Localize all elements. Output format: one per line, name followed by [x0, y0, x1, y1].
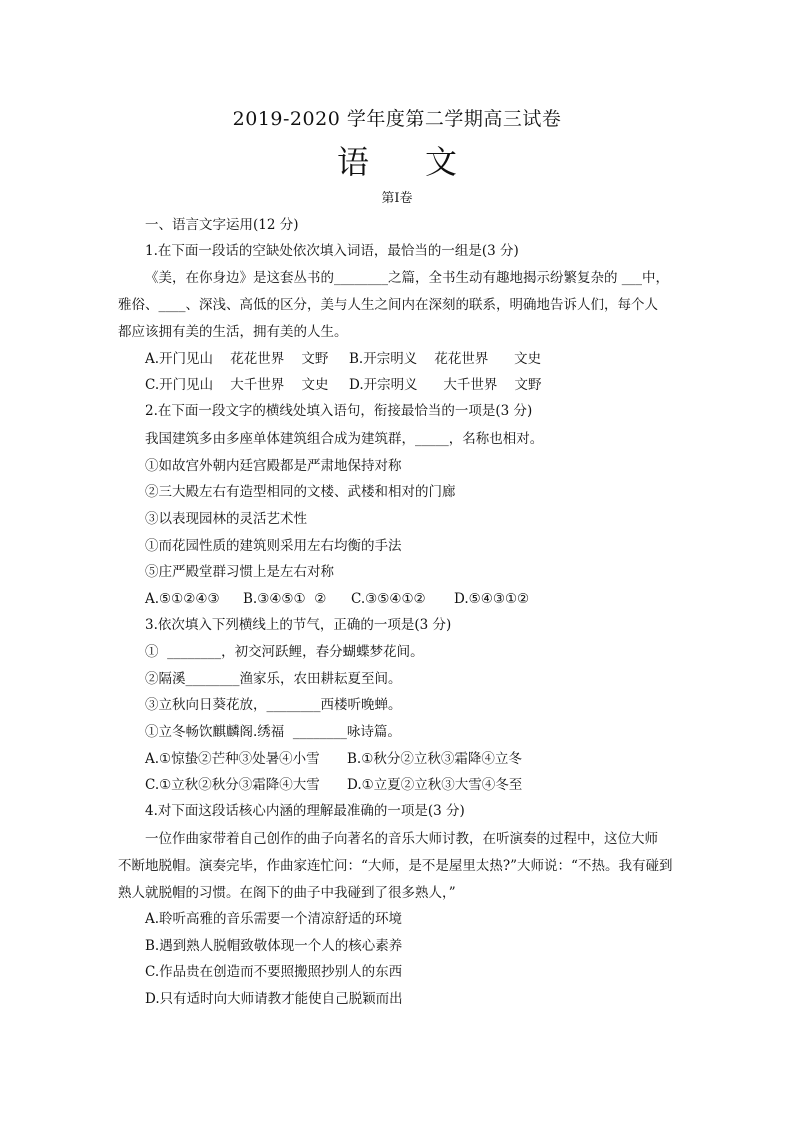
q2-item-3: ③以表现园林的灵活艺术性 — [145, 511, 307, 527]
q3-option-d: D.①立夏②立秋③大雪④冬至 — [347, 777, 523, 793]
q4-passage-line-2: 不断地脱帽。演奏完毕，作曲家连忙问：“大师，是不是屋里太热?”大师说：“不热。我有碰到 — [118, 858, 673, 874]
q2-option-a: A.⑤①②④③ — [145, 591, 220, 607]
q4-passage-line-3: 熟人就脱帽的习惯。在阁下的曲子中我碰到了很多熟人，” — [118, 885, 456, 901]
q2-item-5: ⑤庄严殿堂群习惯上是左右对称 — [145, 564, 334, 580]
q3-line-4: ①立冬畅饮麒麟阁.绣福 ________咏诗篇。 — [145, 724, 401, 740]
q2-item-1: ①如故宫外朝内廷宫殿都是严肃地保持对称 — [145, 458, 402, 474]
q3-stem: 3.依次填入下列横线上的节气，正确的一项是(3 分) — [145, 617, 452, 633]
q1-passage-line-1: 《美，在你身边》是这套丛书的________之篇，全书生动有趣地揭示纷繁复杂的 ___中， — [145, 270, 670, 286]
q1-stem: 1.在下面一段话的空缺处依次填入词语，最恰当的一组是(3 分) — [145, 243, 519, 259]
subject-title — [0, 142, 794, 182]
q1-option-c: C.开门见山 大千世界 文史 — [145, 377, 329, 393]
q1-passage-line-2: 雅俗、____、深浅、高低的区分，美与人生之间内在深刻的联系，明确地告诉人们，每个人 — [118, 297, 658, 313]
q2-item-2: ②三大殿左右有造型相同的文楼、武楼和相对的门廊 — [145, 484, 456, 500]
q4-option-b: B.遇到熟人脱帽致敬体现一个人的核心素养 — [145, 938, 403, 954]
q1-option-d: D.开宗明义 大千世界 文野 — [349, 377, 542, 393]
q3-line-3: ③立秋向日葵花放，________西楼听晚蝉。 — [145, 697, 402, 713]
q2-passage: 我国建筑多由多座单体建筑组合成为建筑群，_____，名称也相对。 — [145, 431, 544, 447]
q2-option-d: D.⑤④③①② — [454, 591, 530, 607]
subject-char-1: 语 — [336, 143, 369, 181]
subject-char-2: 文 — [425, 143, 458, 181]
q3-option-c: C.①立秋②秋分③霜降④大雪 — [145, 777, 320, 793]
q4-option-d: D.只有适时向大师请教才能使自己脱颖而出 — [145, 991, 403, 1007]
q3-line-2: ②隔溪________渔家乐，农田耕耘夏至间。 — [145, 671, 402, 687]
section-heading: 一、语言文字运用(12 分) — [145, 217, 299, 233]
q3-option-a: A.①惊蛰②芒种③处暑④小雪 — [145, 751, 320, 767]
q2-stem: 2.在下面一段文字的横线处填入语句，衔接最恰当的一项是(3 分) — [145, 403, 533, 419]
q1-passage-line-3: 都应该拥有美的生活，拥有美的人生。 — [118, 324, 348, 340]
q2-item-4: ①而花园性质的建筑则采用左右均衡的手法 — [145, 538, 402, 554]
q1-option-b: B.开宗明义 花花世界 文史 — [349, 351, 542, 367]
q2-option-c: C.③⑤④①② — [351, 591, 426, 607]
volume-label: 第Ⅰ卷 — [381, 191, 413, 206]
q1-option-a: A.开门见山 花花世界 文野 — [145, 351, 329, 367]
q4-passage-line-1: 一位作曲家带着自己创作的曲子向著名的音乐大师讨教，在听演奏的过程中，这位大师 — [145, 831, 658, 847]
q4-option-c: C.作品贵在创造而不要照搬照抄别人的东西 — [145, 964, 403, 980]
q3-option-b: B.①秋分②立秋③霜降④立冬 — [347, 751, 522, 767]
q4-option-a: A.聆听高雅的音乐需要一个清凉舒适的环境 — [145, 911, 403, 927]
exam-title: 2019-2020 学年度第二学期高三试卷 — [232, 108, 562, 130]
q2-option-b: B.③④⑤① ② — [243, 591, 327, 607]
q4-stem: 4.对下面这段话核心内涵的理解最准确的一项是(3 分) — [145, 803, 465, 819]
q3-line-1: ① ________，初交河跃鲤，春分蝴蝶梦花间。 — [145, 644, 424, 660]
